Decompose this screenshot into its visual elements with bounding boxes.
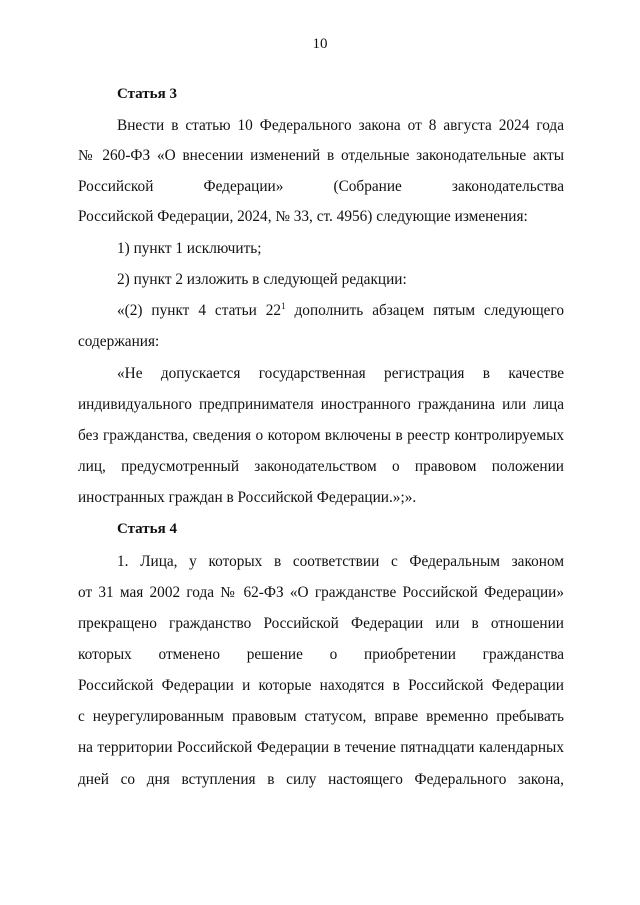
article-4-text-line: с неурегулированным правовым статусом, вправе временно пребывать: [78, 708, 564, 725]
article-4-text-line: на территории Российской Федерации в течение пятнадцати календарных: [78, 739, 564, 756]
article-4-text-line: от 31 мая 2002 года № 62-ФЗ «О гражданстве Российской Федерации»: [78, 584, 564, 601]
inserted-paragraph-line: иностранных граждан в Российской Федерации.»;».: [78, 489, 417, 506]
article-3-text-line: Внести в статью 10 Федерального закона от 8 августа 2024 года: [117, 117, 564, 134]
article-4-text-line: которых отменено решение о приобретении гражданства: [78, 646, 564, 663]
amendment-quote-start: «(2) пункт 4 статьи 22: [117, 302, 282, 319]
article-3-text-line: Российской Федерации» (Собрание законодательства: [78, 178, 564, 195]
article-3-item-2: 2) пункт 2 изложить в следующей редакции:: [117, 271, 407, 288]
article-3-text-line: Российской Федерации, 2024, № 33, ст. 4956) следующие изменения:: [78, 208, 528, 225]
inserted-paragraph-line: «Не допускается государственная регистрация в качестве: [117, 365, 564, 382]
amendment-quote-end: дополнить абзацем пятым следующего: [285, 302, 564, 319]
article-4-text-line: дней со дня вступления в силу настоящего Федерального закона,: [78, 771, 564, 788]
page-number: 10: [312, 36, 328, 52]
article-4-text-line: Российской Федерации и которые находятся в Российской Федерации: [78, 677, 564, 694]
article-3-heading: Статья 3: [117, 86, 177, 102]
article-4-heading: Статья 4: [117, 521, 177, 537]
inserted-paragraph-line: индивидуального предпринимателя иностранного гражданина или лица: [78, 396, 564, 413]
amendment-quote-line: содержания:: [78, 333, 160, 350]
article-3-text-line: № 260-ФЗ «О внесении изменений в отдельные законодательные акты: [78, 147, 564, 164]
article-4-text-line: прекращено гражданство Российской Федерации или в отношении: [78, 615, 564, 632]
inserted-paragraph-line: лиц, предусмотренный законодательством о правовом положении: [78, 458, 564, 475]
article-superscript: 1: [281, 301, 286, 311]
article-3-item-1: 1) пункт 1 исключить;: [117, 240, 262, 257]
inserted-paragraph-line: без гражданства, сведения о котором включены в реестр контролируемых: [78, 427, 564, 444]
amendment-quote-line: [117, 302, 564, 320]
article-4-text-line: 1. Лица, у которых в соответствии с Федеральным законом: [117, 553, 564, 570]
